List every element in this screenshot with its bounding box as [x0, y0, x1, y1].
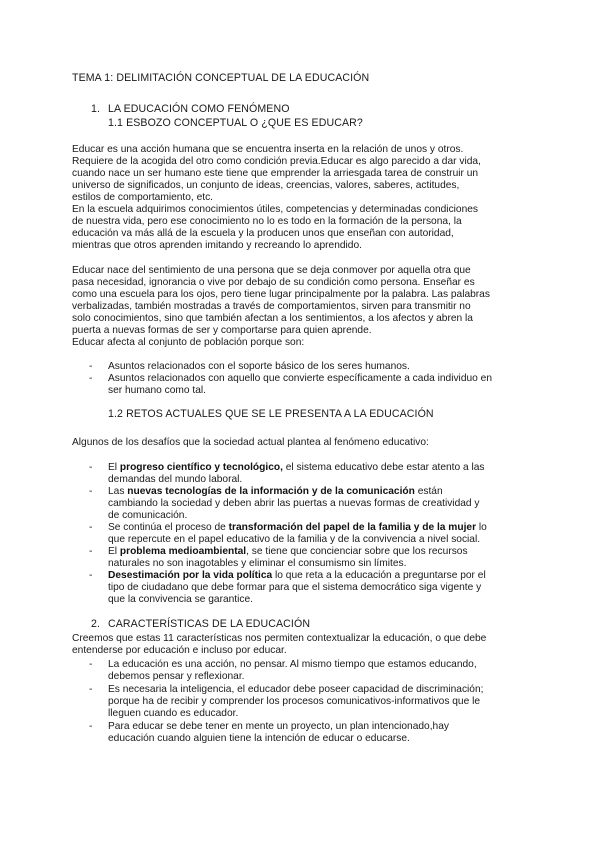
list-item: Para educar se debe tener en mente un proyecto, un plan intencionado,hay: [108, 721, 449, 732]
list-item-continued: lleguen cuando es educador.: [108, 708, 239, 719]
section-1-heading: LA EDUCACIÓN COMO FENÓMENO: [108, 103, 290, 115]
paragraph-line: Requiere de la acogida del otro como condición previa.Educar es algo parecido a dar vida,: [72, 156, 481, 167]
section-2-number: 2.: [91, 618, 101, 630]
paragraph-line: estilos de comportamiento, etc.: [72, 192, 213, 203]
paragraph-line: Educar nace del sentimiento de una persona que se deja conmover por aquella otra que: [72, 265, 471, 276]
paragraph-line: Educar es una acción humana que se encuentra inserta en la relación de unos y otros.: [72, 144, 464, 155]
paragraph-line: En la escuela adquirimos conocimientos útiles, competencias y determinadas condiciones: [72, 204, 479, 215]
list-dash: -: [89, 570, 93, 581]
list-item: Se continúa el proceso de transformación del papel de la familia y de la mujer lo: [108, 522, 487, 533]
section-1-number: 1.: [91, 103, 101, 115]
paragraph-line: universo de significados, un conjunto de ideas, creencias, valores, saberes, actitudes,: [72, 180, 460, 191]
paragraph-line: mientras que otros aprenden imitando y recreando lo aprendido.: [72, 240, 362, 251]
list-item: Es necesaria la inteligencia, el educador debe poseer capacidad de discriminación;: [108, 684, 484, 695]
bold-term: nuevas tecnologías de la información y de la comunicación: [127, 486, 415, 497]
paragraph-line: Algunos de los desafíos que la sociedad actual plantea al fenómeno educativo:: [72, 437, 429, 448]
paragraph-line: de nuestra vida, pero ese conocimiento no lo es todo en la formación de la persona, la: [72, 216, 462, 227]
paragraph-line: entenderse por educación e incluso por educar.: [72, 645, 287, 656]
paragraph-line: verbalizadas, también mostradas a través de comportamientos, sirven para transmitir no: [72, 301, 471, 312]
list-item-continued: que la convivencia se garantice.: [108, 594, 253, 605]
list-dash: -: [89, 373, 93, 384]
page-title: TEMA 1: DELIMITACIÓN CONCEPTUAL DE LA EDUCACIÓN: [72, 72, 370, 84]
list-item: El progreso científico y tecnológico, el sistema educativo debe estar atento a las: [108, 462, 485, 473]
paragraph-line: educación va más allá de la escuela y la producen unos que enseñan con autoridad,: [72, 228, 454, 239]
list-item: Las nuevas tecnologías de la información y de la comunicación están: [108, 486, 443, 497]
list-item-continued: ser humano como tal.: [108, 385, 206, 396]
list-dash: -: [89, 546, 93, 557]
paragraph-line: Educar afecta al conjunto de población porque son:: [72, 337, 305, 348]
bold-term: transformación del papel de la familia y de la mujer: [228, 522, 477, 533]
list-item-continued: naturales no son inagotables y eliminar el consumismo sin límites.: [108, 558, 407, 569]
list-item: Asuntos relacionados con el soporte básico de los seres humanos.: [108, 361, 410, 372]
paragraph-line: pasa necesidad, ignorancia o vive por debajo de su condición como persona. Enseñar es: [72, 277, 475, 288]
paragraph-line: solo conocimientos, sino que también afectan a los sentimientos, a los afectos y abren la: [72, 313, 473, 324]
list-item: Desestimación por la vida política lo que reta a la educación a preguntarse por el: [108, 570, 486, 581]
list-dash: -: [89, 721, 93, 732]
list-dash: -: [89, 684, 93, 695]
subsection-1-1-heading: 1.1 ESBOZO CONCEPTUAL O ¿QUE ES EDUCAR?: [108, 117, 363, 129]
paragraph-line: puerta a nuevas formas de ser y comportarse para quien aprende.: [72, 325, 372, 336]
list-item-continued: debemos pensar y reflexionar.: [108, 671, 245, 682]
list-dash: -: [89, 486, 93, 497]
list-item-continued: educación cuando alguien tiene la intención de educar o educarse.: [108, 733, 410, 744]
bold-term: problema medioambiental: [119, 546, 247, 557]
list-item-continued: tipo de ciudadano que debe formar para que el sistema democrático siga vigente y: [108, 582, 482, 593]
list-dash: -: [89, 522, 93, 533]
list-item-continued: de comunicación.: [108, 510, 188, 521]
bold-term: Desestimación por la vida política: [108, 570, 273, 581]
list-item-continued: cambiando la sociedad y deben abrir las puertas a nuevas formas de creatividad y: [108, 498, 480, 509]
bold-term: progreso científico y tecnológico,: [119, 462, 283, 473]
list-dash: -: [89, 462, 93, 473]
subsection-1-2-heading: 1.2 RETOS ACTUALES QUE SE LE PRESENTA A LA EDUCACIÓN: [108, 408, 434, 420]
list-item-continued: demandas del mundo laboral.: [108, 474, 243, 485]
paragraph-line: Creemos que estas 11 características nos permiten contextualizar la educación, o que debe: [72, 633, 487, 644]
list-item: La educación es una acción, no pensar. Al mismo tiempo que estamos educando,: [108, 659, 477, 670]
list-dash: -: [89, 361, 93, 372]
paragraph-line: cuando nace un ser humano este tiene que emprender la arriesgada tarea de construir un: [72, 168, 479, 179]
list-item: Asuntos relacionados con aquello que convierte específicamente a cada individuo en: [108, 373, 492, 384]
list-item: El problema medioambiental, se tiene que concienciar sobre que los recursos: [108, 546, 468, 557]
section-2-heading: CARACTERÍSTICAS DE LA EDUCACIÓN: [108, 618, 311, 630]
list-item-continued: que repercute en el papel educativo de la familia y de la convivencia a nivel social.: [108, 534, 481, 545]
paragraph-line: como una escuela para los ojos, pero tiene lugar principalmente por la palabra. Las palabras: [72, 289, 490, 300]
list-item-continued: porque ha de recibir y comprender los procesos comunicativos-informativos que le: [108, 696, 481, 707]
list-dash: -: [89, 659, 93, 670]
